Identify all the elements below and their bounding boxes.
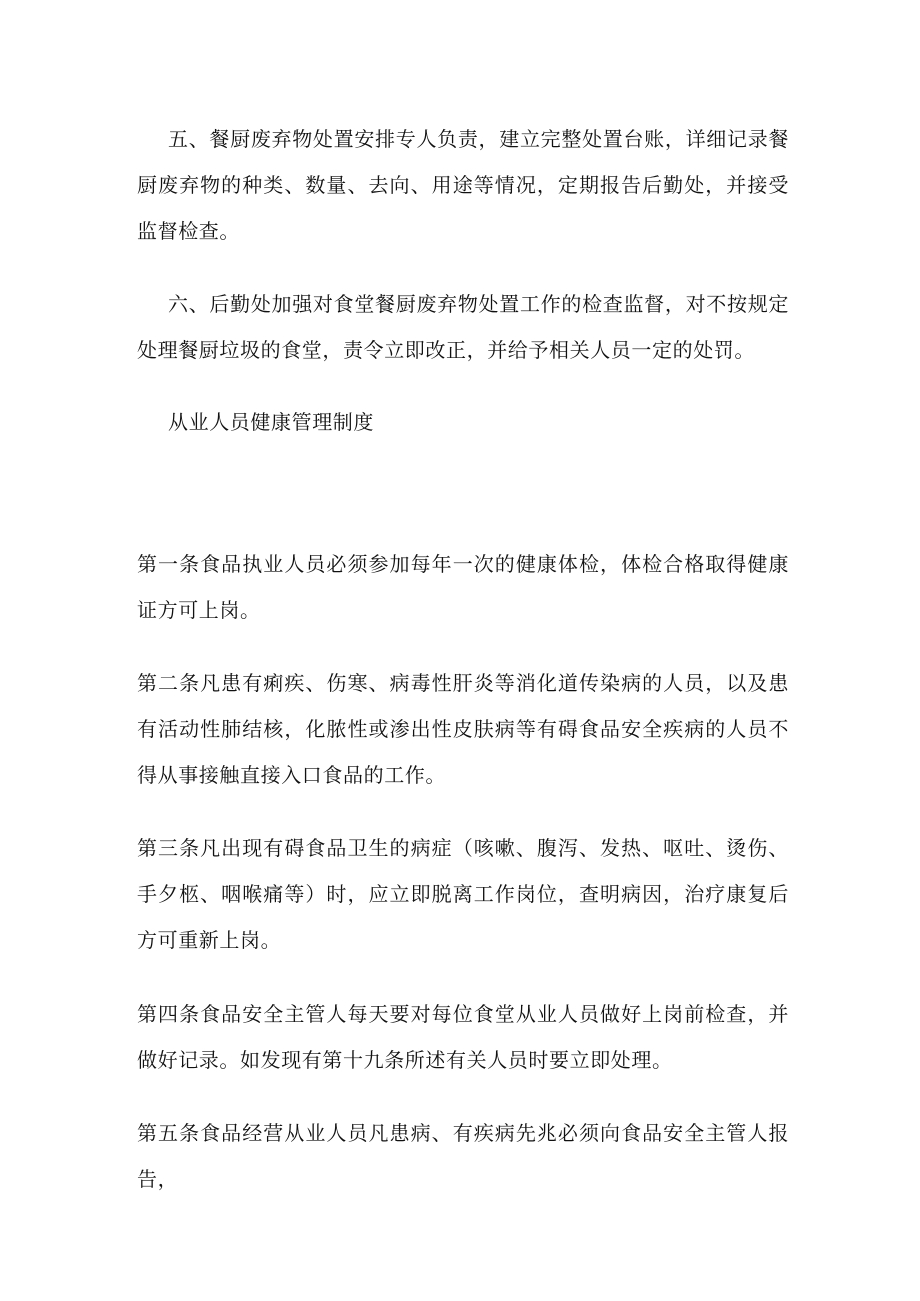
paragraph-item-6: 六、后勤处加强对食堂餐厨废弃物处置工作的检查监督，对不按规定处理餐厨垃圾的食堂，责令立即改正，并给予相关人员一定的处罚。 — [137, 292, 789, 362]
article-4: 第四条食品安全主管人每天要对每位食堂从业人员做好上岗前检查，并做好记录。如发现有第十九条所述有关人员时要立即处理。 — [137, 1002, 789, 1072]
article-1: 第一条食品执业人员必须参加每年一次的健康体检，体检合格取得健康证方可上岗。 — [137, 552, 789, 622]
section-title: 从业人员健康管理制度 — [168, 410, 374, 434]
article-3: 第三条凡出现有碍食品卫生的病症（咳嗽、腹泻、发热、呕吐、烫伤、手夕柩、咽喉痛等）时，应立即脱离工作岗位，查明病因，治疗康复后方可重新上岗。 — [137, 836, 789, 952]
article-5: 第五条食品经营从业人员凡患病、有疾病先兆必须向食品安全主管人报告， — [137, 1121, 789, 1191]
paragraph-item-5: 五、餐厨废弃物处置安排专人负责，建立完整处置台账，详细记录餐厨废弃物的种类、数量、去向、用途等情况，定期报告后勤处，并接受监督检查。 — [137, 127, 789, 243]
article-2: 第二条凡患有痢疾、伤寒、病毒性肝炎等消化道传染病的人员，以及患有活动性肺结核，化脓性或渗出性皮肤病等有碍食品安全疾病的人员不得从事接触直接入口食品的工作。 — [137, 671, 789, 787]
